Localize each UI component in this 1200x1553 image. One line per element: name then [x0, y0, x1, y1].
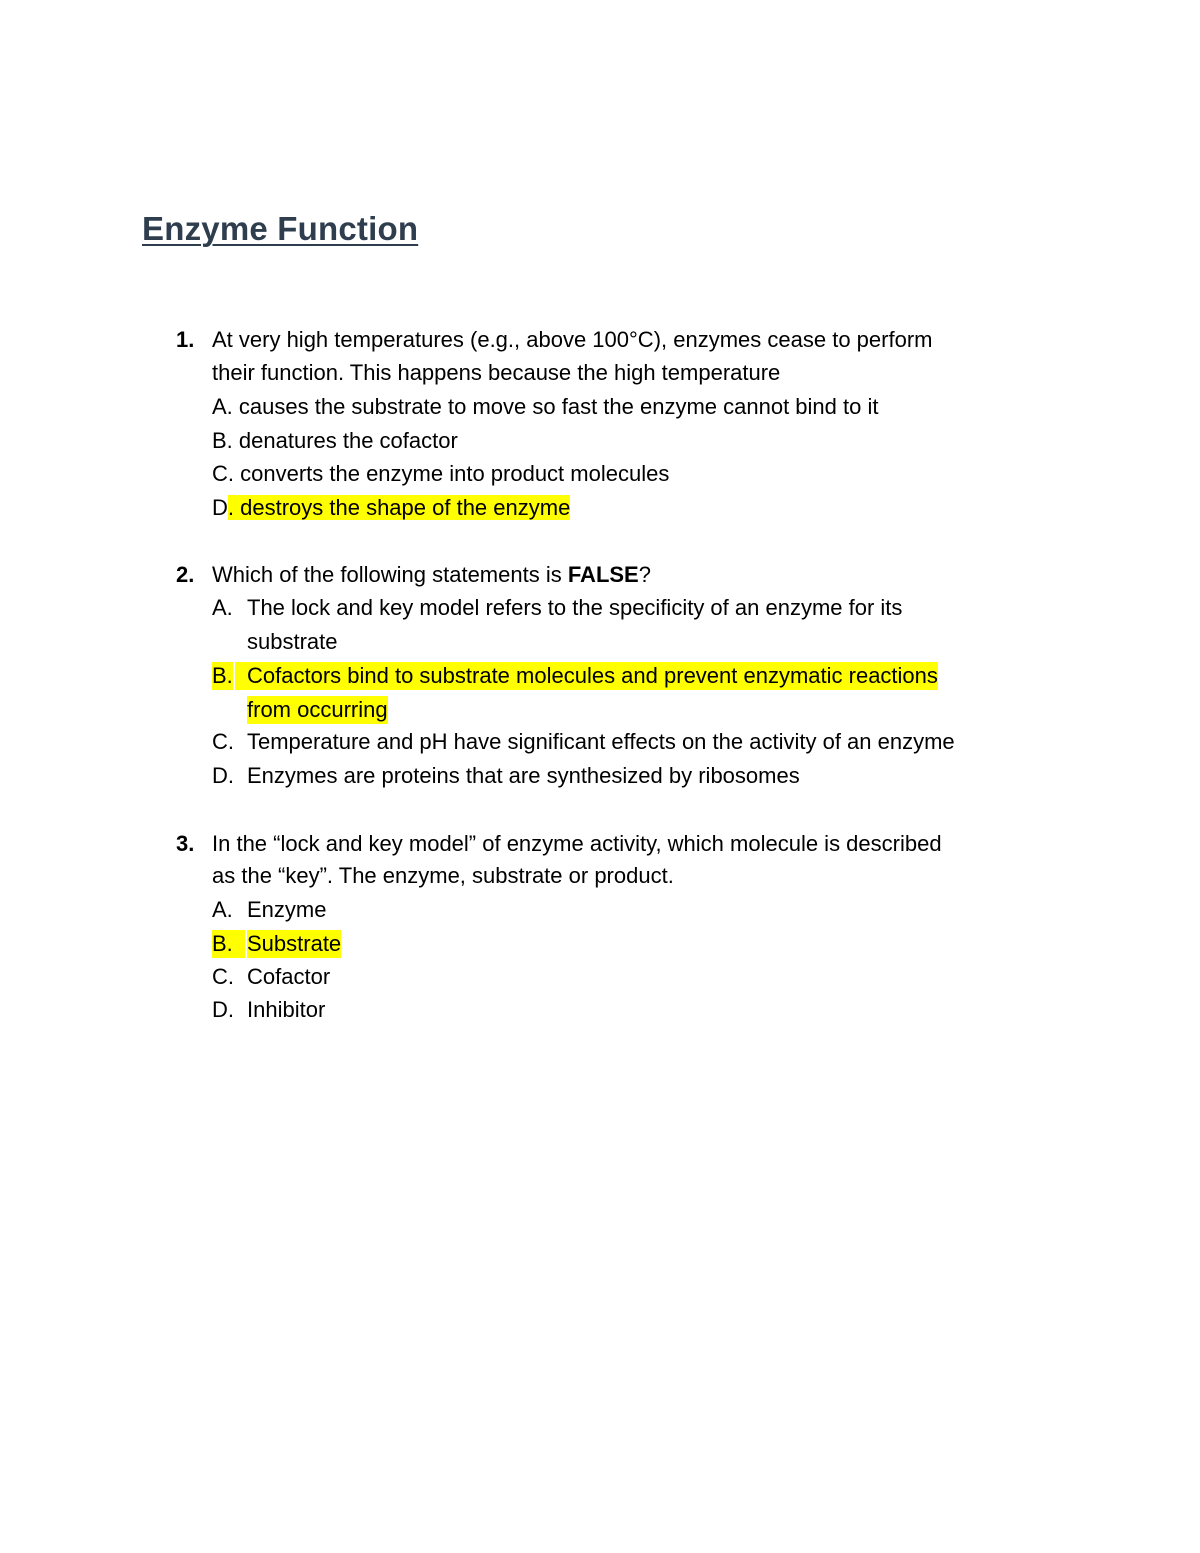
answer-option-d — [212, 494, 570, 522]
answer-option-a-continued: substrate — [247, 629, 338, 654]
answer-option-a: The lock and key model refers to the specificity of an enzyme for its — [247, 595, 903, 620]
option-letter: D — [212, 495, 228, 520]
option-letter: A. — [212, 595, 233, 620]
answer-option-b: B. denatures the cofactor — [212, 428, 458, 453]
question-text-line: their function. This happens because the high temperature — [212, 360, 781, 385]
question-text: Which of the following statements is — [212, 562, 568, 587]
highlighted-answer: Cofactors bind to substrate molecules and prevent enzymatic reactions — [235, 662, 938, 690]
highlighted-answer: . destroys the shape of the enzyme — [227, 495, 571, 520]
question-text: ? — [638, 562, 651, 587]
option-letter: C. — [212, 964, 234, 989]
document-title: Enzyme Function — [142, 210, 419, 247]
answer-option-c: C. converts the enzyme into product molecules — [212, 461, 670, 486]
answer-option-d: Enzymes are proteins that are synthesized by ribosomes — [247, 763, 800, 788]
option-letter: D. — [212, 763, 234, 788]
question-text-line: In the “lock and key model” of enzyme activity, which molecule is described — [212, 831, 942, 856]
question-number: 1. — [176, 327, 195, 352]
option-letter: C. — [212, 729, 234, 754]
question-text-line — [212, 561, 651, 589]
option-letter: B. — [212, 930, 245, 958]
answer-option-c: Cofactor — [247, 964, 331, 989]
option-letter: D. — [212, 997, 234, 1022]
emphasis-text: FALSE — [567, 562, 639, 587]
option-letter: B. — [212, 663, 233, 688]
option-letter: A. — [212, 897, 233, 922]
question-number: 2. — [176, 562, 195, 587]
answer-option-c: Temperature and pH have significant effects on the activity of an enzyme — [247, 729, 955, 754]
question-text-line: as the “key”. The enzyme, substrate or product. — [212, 863, 674, 888]
question-number: 3. — [176, 831, 195, 856]
answer-option-a: Enzyme — [247, 897, 327, 922]
answer-option-d: Inhibitor — [247, 997, 326, 1022]
highlighted-answer: Substrate — [247, 931, 342, 956]
answer-option-a: A. causes the substrate to move so fast the enzyme cannot bind to it — [212, 394, 879, 419]
highlighted-answer-continued: from occurring — [247, 697, 388, 722]
question-text-line: At very high temperatures (e.g., above 100°C), enzymes cease to perform — [212, 327, 933, 352]
